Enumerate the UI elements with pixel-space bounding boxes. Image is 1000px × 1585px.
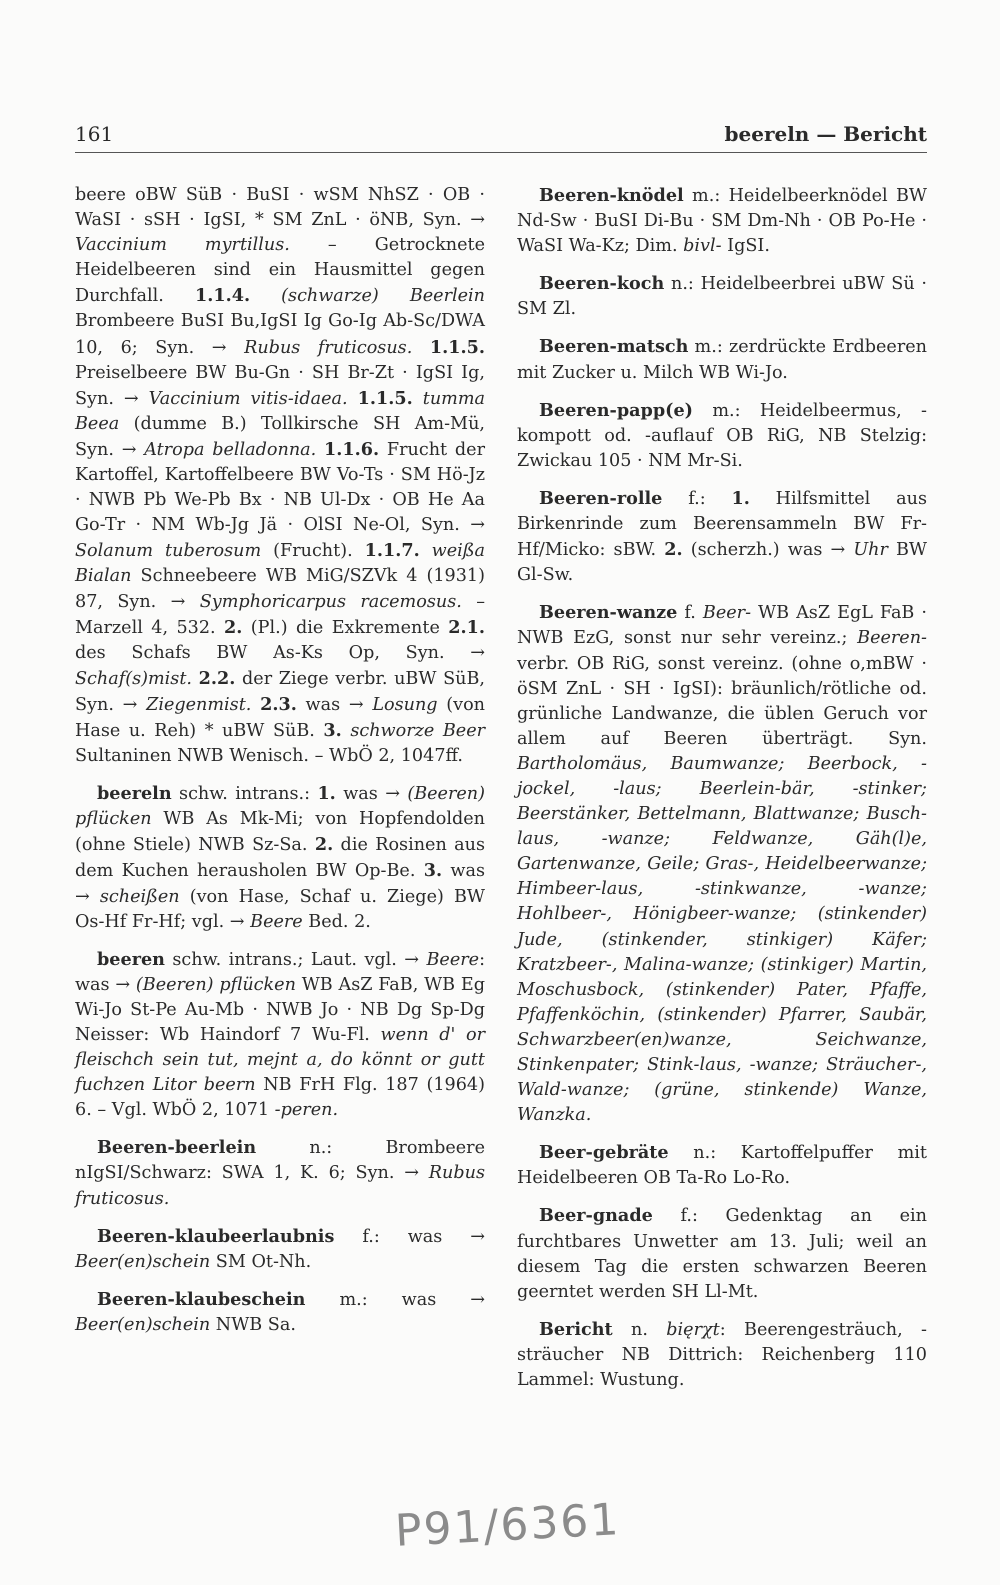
entry-text (413, 389, 423, 409)
entry-text: – Marzell 4, 532. (75, 591, 485, 638)
dictionary-entry (517, 1140, 927, 1191)
entry-headword: 1.1.5. (357, 387, 413, 409)
entry-italic-text: Rubus fruticosus. (75, 1163, 485, 1209)
entry-text: m.: Heidelbeermus, -kompott od. -auflauf OB RiG, NB Stelzig: Zwickau 105 · NM Mr-Si. (517, 400, 927, 471)
entry-italic-text: (schwarze) Beerlein (281, 286, 485, 307)
dictionary-entry (517, 271, 927, 322)
entry-headword: beeren (97, 948, 165, 970)
entry-text: (scherzh.) was → (682, 540, 854, 561)
entry-italic-text: Vaccinium vitis-idaea. (148, 388, 348, 409)
dictionary-entry (517, 334, 927, 385)
entry-text: n.: Kartoffelpuffer mit Heidelbeeren OB Ta-Ro Lo-Ro. (517, 1143, 927, 1189)
entry-text: was → (335, 784, 408, 805)
dictionary-entry (75, 1135, 485, 1211)
entry-headword: Beeren-rolle (539, 487, 663, 509)
dictionary-entry (517, 1317, 927, 1393)
entry-headword: 1.1.6. (324, 438, 380, 460)
entry-italic-text: bivl- (683, 236, 722, 257)
entry-headword: Beeren-koch (539, 273, 665, 295)
entry-text: : Beerengesträuch, -sträucher NB Dittrich: Reichenberg 110 Lammel: Wustung. (517, 1319, 927, 1391)
entry-headword: 2.2. (198, 667, 236, 689)
entry-italic-text: Uhr (853, 540, 888, 561)
entry-italic-text: Symphoricarpus racemosus. (199, 591, 462, 612)
entry-text: BW Gl-Sw. (517, 540, 928, 586)
entry-text: SM Ot-Nh. (210, 1251, 312, 1272)
entry-text: die Rosinen aus dem Kuchen herausholen BW Op-Be. (75, 835, 485, 882)
entry-text: m.: zerdrückte Erdbeeren mit Zucker u. Milch WB Wi-Jo. (517, 337, 927, 383)
entry-italic-text: Ziegenmist. (146, 694, 252, 715)
entry-text: des Schafs BW As-Ks Op, Syn. → (75, 642, 485, 663)
entry-text: NB FrH Flg. 187 (1964) 6. – Vgl. WbÖ 2, 1071 (75, 1075, 485, 1121)
page-number: 161 (75, 122, 114, 146)
entry-headword: 3. (323, 719, 342, 741)
entry-text: WB AsZ FaB, WB Eg Wi-Jo St-Pe Au-Mb · NWB Jo · NB Dg Sp-Dg Neisser: Wb Haindorf 7 Wu-Fl. (75, 974, 485, 1045)
entry-headword: Beeren-klaubeschein (97, 1288, 306, 1310)
entry-text (420, 541, 432, 561)
entry-italic-text: Solanum tuberosum (75, 541, 262, 562)
entry-text (251, 695, 260, 715)
entry-italic-text: weißa Bialan (75, 541, 486, 587)
entry-headword: 1.1.7. (364, 540, 420, 562)
entry-text (316, 440, 324, 460)
entry-headword: Beeren-beerlein (97, 1137, 257, 1159)
entry-italic-text: Schaf(s)mist. (75, 668, 192, 689)
running-head: beereln — Bericht (724, 122, 927, 146)
dictionary-entry (75, 947, 485, 1124)
entry-headword: 1.1.4. (194, 285, 251, 307)
entry-text: Sultaninen NWB Wenisch. – WbÖ 2, 1047ff. (75, 746, 463, 767)
entry-headword: Beeren-papp(e) (539, 399, 693, 421)
entry-text: f.: Gedenktag an ein furchtbares Unwetter am 13. Juli; weil an diesem Tag die ersten schwarzen Beeren geerntet werden SH Ll-Mt. (517, 1206, 927, 1302)
entry-headword: 3. (423, 860, 443, 882)
entry-italic-text: bięrχt (666, 1319, 720, 1340)
entry-headword: Beer-gebräte (539, 1142, 669, 1164)
entry-text: (von Hase, Schaf u. Ziege) BW Os-Hf Fr-Hf; vgl. → (75, 886, 485, 932)
entry-italic-text: scheißen (99, 886, 180, 907)
dictionary-entry (75, 183, 485, 769)
entry-headword: Beeren-klaubeerlaubnis (97, 1225, 335, 1247)
entry-italic-text: Beer(en)schein (75, 1314, 211, 1335)
entry-text: was → (296, 694, 373, 715)
entry-headword: Beeren-knödel (539, 185, 684, 206)
entry-italic-text: Atropa belladonna. (144, 439, 317, 460)
entry-text: : was → (75, 949, 485, 995)
entry-text: NWB Sa. (210, 1314, 296, 1335)
entry-italic-text: Beeren- (857, 628, 927, 649)
page-header (75, 122, 927, 153)
entry-text (250, 286, 281, 306)
entry-headword: Beeren-wanze (539, 602, 678, 624)
entry-text: – Getrocknete Heidelbeeren sind ein Hausmittel gegen Durchfall. (75, 235, 485, 307)
entry-italic-text: -peren. (274, 1100, 339, 1121)
entry-italic-text: Bartholomäus, Baumwanze; Beerbock, -jockel, -laus; Beerlein-bär, -stinker; Beerstänker, Bettelmann, Blattwanze; Busch-laus, -wanze; Feldwanze, Gäh(l)e, Gartenwanze, Geile; Gras-, Heidelbeerwanze; Himbeer-laus, -stinkwanze, -wanze; Hohlbeer-, Hönigbeer-wanze; (stinkender) Jude, (stinkender, stinkiger) Käfer; Kratzbeer-, Malina-wanze; (stinkiger) Martin, Moschusbock, (stinkender) Pater, Pfaffe, Pfaffenköchin, (stinkender) Pfarrer, Saubär, Schwarzbeer(en)wanze, Seichwanze, Stinkenpater; Stink-laus, -wanze; Sträucher-, Wald-wanze; (grüne, stinkende) Wanze, Wanzka. (517, 753, 927, 1126)
entry-text: WB AsZ EgL FaB · NWB EzG, sonst nur sehr vereinz.; (517, 603, 927, 649)
entry-headword: 2. (314, 834, 334, 856)
entry-text: n.: Brombeere nIgSI/Schwarz: SWA 1, K. 6; Syn. → (75, 1138, 485, 1184)
entry-text: WB As Mk-Mi; von Hopfendolden (ohne Stiele) NWB Sz-Sa. (75, 809, 485, 856)
entry-italic-text: (Beeren) pflücken (135, 974, 296, 995)
entry-text: (von Hase u. Reh) * uBW SüB. (75, 694, 485, 741)
entry-headword: 1.1.5. (429, 336, 485, 358)
entry-italic-text: wenn d' or fleischch sein tut, mejnt a, do könnt or gutt fuchzen Litor beern (75, 1025, 486, 1096)
dictionary-entry (75, 1224, 485, 1275)
entry-text (348, 389, 358, 409)
dictionary-entry (517, 600, 927, 1128)
entry-italic-text: Beere (250, 911, 303, 932)
entry-text: Schneebeere WB MiG/SZVk 4 (1931) 87, Syn. → (75, 566, 485, 612)
entry-headword: 2. (664, 539, 683, 561)
entry-text: f. (677, 603, 703, 624)
dictionary-entry (517, 398, 927, 474)
entry-text: (Pl.) die Exkremente (242, 617, 449, 638)
entry-headword: Beeren-matsch (539, 336, 689, 358)
entry-italic-text: Beer(en)schein (75, 1251, 211, 1272)
entry-headword: 2. (224, 616, 243, 638)
entry-text: f.: was → (334, 1226, 485, 1247)
dictionary-entry (75, 781, 485, 935)
entry-italic-text: Beer- (702, 603, 752, 624)
dictionary-entry (75, 1287, 485, 1338)
entry-text: m.: Heidelbeerknödel BW Nd-Sw · BuSI Di-Bu · SM Dm-Nh · OB Po-He · WaSI Wa-Kz; Dim. (517, 186, 927, 257)
dictionary-entry (517, 183, 927, 259)
entry-text: Brombeere BuSI Bu,IgSI Ig Go-Ig Ab-Sc/DWA 10, 6; Syn. → (75, 311, 485, 358)
entry-italic-text: Vaccinium myrtillus. (75, 235, 290, 256)
entry-text: Frucht der Kartoffel, Kartoffelbeere BW Vo-Ts · SM Hö-Jz · NWB Pb We-Pb Bx · NB Ul-Dx · OB He Aa Go-Tr · NM Wb-Jg Jä · OlSI Ne-Ol, Syn. → (75, 439, 485, 536)
dictionary-entry (517, 1203, 927, 1304)
entry-text: beere oBW SüB · BuSI · wSM NhSZ · OB · WaSI · sSH · IgSI, * SM ZnL · öNB, Syn. → (75, 185, 485, 231)
entry-italic-text: Losung (372, 694, 438, 715)
entry-italic-text: schworze Beer (350, 720, 486, 741)
library-shelfmark: P91/6361 (393, 1494, 622, 1557)
entry-text: Bed. 2. (302, 911, 371, 932)
entry-headword: Beer-gnade (539, 1205, 653, 1227)
entry-headword: Bericht (539, 1318, 613, 1340)
entry-text: Hilfsmittel aus Birkenrinde zum Beerensammeln BW Fr-Hf/Micko: sBW. (517, 488, 927, 561)
entry-text: der Ziege verbr. uBW SüB, Syn. → (75, 668, 486, 715)
dictionary-entry (517, 486, 927, 588)
entry-text: n.: Heidelbeerbrei uBW Sü · SM Zl. (517, 274, 927, 320)
entry-headword: 2.3. (260, 693, 297, 715)
entry-text: n. (612, 1319, 667, 1340)
entry-italic-text: Beere (426, 949, 480, 970)
left-column (75, 183, 485, 1350)
entry-text (412, 338, 430, 358)
entry-text: (dumme B.) Tollkirsche SH Am-Mü, Syn. → (75, 413, 485, 460)
entry-text (192, 669, 199, 689)
entry-text: Preiselbeere BW Bu-Gn · SH Br-Zt · IgSI Ig, Syn. → (75, 362, 485, 409)
entry-text: was → (75, 861, 486, 907)
entry-text: (Frucht). (261, 541, 365, 562)
entry-text: schw. intrans.: (171, 784, 318, 805)
entry-headword: 1. (317, 783, 336, 805)
entry-text: IgSI. (721, 236, 770, 257)
entry-text: schw. intrans.; Laut. vgl. → (164, 949, 427, 970)
entry-text: m.: was → (305, 1289, 485, 1310)
entry-text: verbr. OB RiG, sonst vereinz. (ohne o,mBW · öSM ZnL · SH · IgSI): bräunlich/rötliche od. grünliche Landwanze, die üblen Geruch vor allem auf Beeren überträgt. Syn. (517, 653, 927, 749)
entry-italic-text: tumma Beea (75, 388, 486, 434)
entry-text: f.: (662, 488, 732, 509)
right-column (517, 183, 927, 1405)
entry-headword: 2.1. (448, 616, 485, 638)
entry-italic-text: (Beeren) pflücken (75, 784, 485, 830)
entry-headword: beereln (97, 783, 172, 805)
entry-headword: 1. (731, 487, 750, 509)
entry-italic-text: Rubus fruticosus. (244, 337, 413, 358)
